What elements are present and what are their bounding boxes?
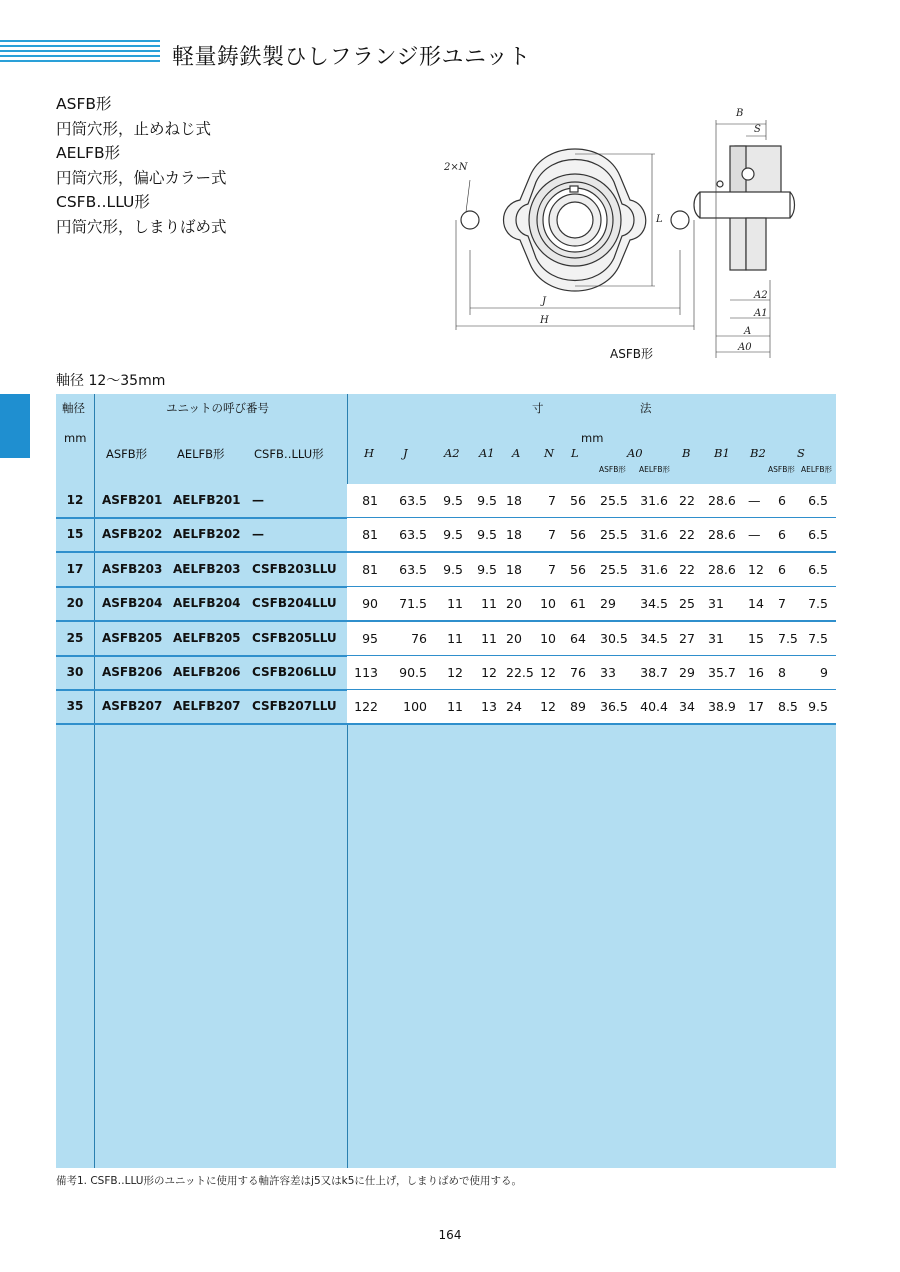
cell-a: 22.5 (506, 665, 534, 680)
cell-csfb: — (252, 493, 264, 507)
header-mm: mm (64, 431, 87, 445)
header-shaft: 軸径 (62, 401, 85, 415)
cell-n: 10 (540, 630, 556, 646)
cell-aelfb: AELFB203 (173, 561, 241, 576)
cell-a0b: 31.6 (640, 527, 668, 543)
cell-sa: 6 (778, 561, 786, 577)
cell-a: 24 (506, 699, 522, 715)
header-H: H (364, 446, 375, 460)
cell-n: 12 (540, 665, 556, 680)
cell-n: 7 (548, 493, 556, 508)
cell-b1: 35.7 (708, 665, 736, 680)
cell-l: 56 (570, 493, 586, 508)
cell-j: 63.5 (399, 527, 427, 543)
header-dim-right: 法 (640, 401, 652, 415)
cell-sb: 6.5 (808, 561, 828, 577)
cell-b: 22 (679, 561, 695, 577)
cell-asfb: ASFB202 (102, 527, 163, 542)
footnote: 備考1. CSFB‥LLU形のユニットに使用する軸許容差はj5又はk5に仕上げ，しまりばめで使用する。 (56, 1175, 522, 1187)
title-decoration (0, 40, 160, 68)
cell-sa: 7 (778, 596, 786, 612)
cell-n: 7 (548, 527, 556, 543)
cell-j: 76 (411, 630, 427, 646)
cell-j: 63.5 (399, 561, 427, 577)
cell-a0a: 25.5 (600, 493, 628, 508)
label-A2: A2 (754, 290, 768, 301)
cell-j: 63.5 (399, 493, 427, 508)
cell-l: 56 (570, 561, 586, 577)
unit-type: 円筒穴形，偏心カラー式 (56, 168, 227, 187)
cell-b2: 14 (748, 596, 764, 612)
cell-aelfb: AELFB205 (173, 630, 241, 645)
cell-b1: 31 (708, 596, 724, 612)
label-H: H (540, 315, 549, 326)
cell-a1: 9.5 (477, 493, 497, 508)
cell-h: 113 (354, 665, 378, 680)
cell-a0a: 36.5 (600, 699, 628, 715)
cell-h: 81 (362, 561, 378, 577)
cell-b1: 38.9 (708, 699, 736, 715)
cell-b2: — (748, 527, 761, 543)
cell-b: 29 (679, 665, 695, 680)
header-aelfb: AELFB形 (177, 447, 225, 461)
header-L: L (571, 446, 579, 460)
cell-csfb: CSFB205LLU (252, 630, 337, 645)
table-row (56, 690, 836, 724)
cell-shaft: 12 (66, 493, 84, 507)
cell-asfb: ASFB207 (102, 699, 163, 714)
unit-type: CSFB‥LLU形 (56, 193, 150, 211)
cell-asfb: ASFB206 (102, 665, 163, 679)
cell-b1: 31 (708, 630, 724, 646)
header-dim-mm: mm (581, 431, 604, 445)
header-csfb: CSFB‥LLU形 (254, 447, 324, 461)
cell-a1: 9.5 (477, 561, 497, 577)
cell-j: 71.5 (399, 596, 427, 612)
cell-l: 89 (570, 699, 586, 715)
cell-h: 95 (362, 630, 378, 646)
cell-a0b: 31.6 (640, 561, 668, 577)
header-dim-left: 寸 (532, 401, 544, 415)
cell-a2: 11 (447, 596, 463, 612)
cell-asfb: ASFB203 (102, 561, 163, 576)
cell-shaft: 25 (66, 630, 84, 645)
cell-a2: 9.5 (443, 561, 463, 577)
header-S-aelfb: AELFB形 (801, 465, 833, 474)
cell-a1: 11 (481, 630, 497, 646)
label-A: A (744, 326, 752, 337)
page-number: 164 (438, 1228, 462, 1242)
header-J: J (403, 446, 408, 460)
cell-shaft: 35 (66, 699, 84, 714)
unit-type: 円筒穴形，止めねじ式 (56, 119, 212, 138)
cell-a: 18 (506, 527, 522, 543)
cell-b2: 15 (748, 630, 764, 646)
cell-a0a: 33 (600, 665, 616, 680)
cell-h: 81 (362, 527, 378, 543)
table-row (56, 553, 836, 587)
front-view (456, 149, 694, 330)
table-row (56, 518, 836, 552)
label-J: J (542, 296, 547, 307)
label-S: S (754, 124, 761, 135)
cell-b1: 28.6 (708, 493, 736, 508)
cell-b2: — (748, 493, 761, 508)
cell-a2: 9.5 (443, 493, 463, 508)
cell-b1: 28.6 (708, 527, 736, 543)
cell-a0a: 25.5 (600, 527, 628, 543)
header-S: S (797, 446, 805, 460)
label-L: L (656, 214, 663, 225)
table-row (56, 484, 836, 518)
header-A0-asfb: ASFB形 (599, 465, 626, 474)
cell-h: 122 (354, 699, 378, 715)
cell-b: 22 (679, 493, 695, 508)
cell-a0b: 34.5 (640, 630, 668, 646)
cell-sb: 7.5 (808, 630, 828, 646)
unit-type-list (56, 92, 227, 239)
cell-csfb: — (252, 527, 264, 542)
cell-aelfb: AELFB202 (173, 527, 241, 542)
page-title: 軽量鋳鉄製ひしフランジ形ユニット (172, 45, 531, 70)
cell-shaft: 17 (66, 561, 84, 576)
cell-b2: 16 (748, 665, 764, 680)
cell-a1: 9.5 (477, 527, 497, 543)
cell-a: 18 (506, 493, 522, 508)
header-B1: B1 (714, 446, 730, 460)
cell-j: 90.5 (399, 665, 427, 680)
cell-a2: 11 (447, 630, 463, 646)
cell-sb: 6.5 (808, 527, 828, 543)
cell-h: 90 (362, 596, 378, 612)
label-2xN: 2×N (444, 162, 468, 173)
cell-l: 56 (570, 527, 586, 543)
cell-l: 76 (570, 665, 586, 680)
header-A1: A1 (479, 446, 495, 460)
cell-a0a: 29 (600, 596, 616, 612)
cell-l: 64 (570, 630, 586, 646)
header-unit-number: ユニットの呼び番号 (166, 401, 270, 415)
cell-asfb: ASFB204 (102, 596, 163, 611)
header-A0-aelfb: AELFB形 (639, 465, 671, 474)
header-A0: A0 (627, 446, 643, 460)
table-row (56, 622, 836, 656)
header-A2: A2 (444, 446, 460, 460)
cell-a: 20 (506, 630, 522, 646)
cell-l: 61 (570, 596, 586, 612)
cell-csfb: CSFB203LLU (252, 561, 337, 576)
cell-aelfb: AELFB207 (173, 699, 241, 714)
cell-a0b: 38.7 (640, 665, 668, 680)
unit-type: ASFB形 (56, 95, 112, 113)
cell-sb: 7.5 (808, 596, 828, 612)
cell-b: 34 (679, 699, 695, 715)
cell-a0a: 25.5 (600, 561, 628, 577)
cell-b: 22 (679, 527, 695, 543)
header-asfb: ASFB形 (106, 447, 148, 461)
cell-asfb: ASFB201 (102, 493, 163, 507)
cell-csfb: CSFB207LLU (252, 699, 337, 714)
section-tab (0, 394, 30, 458)
cell-b2: 12 (748, 561, 764, 577)
technical-drawing (430, 100, 850, 362)
label-A1: A1 (754, 308, 768, 319)
cell-sa: 8 (778, 665, 786, 680)
cell-shaft: 15 (66, 527, 84, 542)
cell-csfb: CSFB206LLU (252, 665, 337, 679)
cell-a0b: 34.5 (640, 596, 668, 612)
cell-sb: 9.5 (808, 699, 828, 715)
cell-b: 25 (679, 596, 695, 612)
cell-h: 81 (362, 493, 378, 508)
row-separator (56, 723, 836, 725)
unit-type: AELFB形 (56, 144, 121, 162)
cell-a0b: 40.4 (640, 699, 668, 715)
unit-type: 円筒穴形，しまりばめ式 (56, 217, 227, 236)
cell-a: 18 (506, 561, 522, 577)
cell-sa: 8.5 (778, 699, 798, 715)
cell-sb: 6.5 (808, 493, 828, 508)
cell-shaft: 20 (66, 596, 84, 611)
shaft-range: 軸径 12〜35mm (56, 373, 166, 389)
header-B: B (682, 446, 691, 460)
cell-aelfb: AELFB206 (173, 665, 241, 679)
cell-a2: 11 (447, 699, 463, 715)
cell-n: 12 (540, 699, 556, 715)
cell-sa: 7.5 (778, 630, 798, 646)
header-A: A (512, 446, 521, 460)
header-S-asfb: ASFB形 (768, 465, 795, 474)
cell-sa: 6 (778, 527, 786, 543)
cell-a2: 9.5 (443, 527, 463, 543)
label-B: B (736, 108, 744, 119)
cell-sa: 6 (778, 493, 786, 508)
cell-b2: 17 (748, 699, 764, 715)
side-view (694, 120, 795, 358)
cell-a1: 13 (481, 699, 497, 715)
header-B2: B2 (750, 446, 766, 460)
cell-n: 10 (540, 596, 556, 612)
cell-b1: 28.6 (708, 561, 736, 577)
header-N: N (544, 446, 555, 460)
cell-a2: 12 (447, 665, 463, 680)
table-row (56, 656, 836, 690)
cell-a1: 12 (481, 665, 497, 680)
cell-j: 100 (403, 699, 427, 715)
cell-a1: 11 (481, 596, 497, 612)
cell-aelfb: AELFB201 (173, 493, 241, 507)
label-A0: A0 (738, 342, 752, 353)
cell-a0a: 30.5 (600, 630, 628, 646)
cell-b: 27 (679, 630, 695, 646)
cell-csfb: CSFB204LLU (252, 596, 337, 611)
cell-shaft: 30 (66, 665, 84, 679)
cell-asfb: ASFB205 (102, 630, 163, 645)
drawing-caption: ASFB形 (610, 347, 653, 361)
cell-a: 20 (506, 596, 522, 612)
cell-aelfb: AELFB204 (173, 596, 241, 611)
cell-sb: 9 (820, 665, 828, 680)
cell-n: 7 (548, 561, 556, 577)
cell-a0b: 31.6 (640, 493, 668, 508)
table-row (56, 587, 836, 621)
